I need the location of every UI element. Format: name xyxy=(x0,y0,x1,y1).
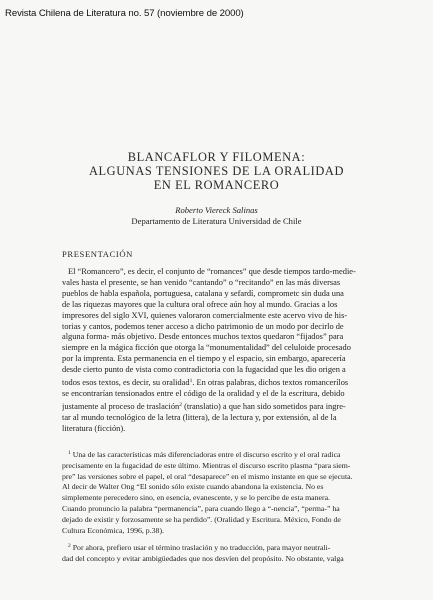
footnote-text: Una de las características más diferenciadoras entre el discurso escrito y el oral radica xyxy=(72,450,341,459)
footnotes xyxy=(62,448,424,565)
body-line: alguna forma- más objetivo. Desde entonces muchos textos quedaron “fijados” para xyxy=(62,332,344,342)
footnote-1-line: simplemente perecedero sino, en esencia, evanescente, y se lo percibe de esta manera. xyxy=(62,493,330,503)
body-line: vales hasta el presente, se han venido “cantando” o “recitando” en las más diversas xyxy=(62,277,341,287)
title-line-2: ALGUNAS TENSIONES DE LA ORALIDAD xyxy=(88,164,345,178)
body-line-text: (translatio) a que han sido sometidos para ingre- xyxy=(181,401,346,411)
body-line-text: . En otras palabras, dichos textos romancerílos xyxy=(192,378,349,388)
footnote-1-line: Cuando pronuncio la palabra “permanencia”, para cuando llego a “-nencia”, “perma-” ha xyxy=(62,503,340,513)
section-heading: PRESENTACIÓN xyxy=(62,249,133,259)
body-line: tar al mundo tecnológico de la letra (littera), de la lectura y, por extensión, al de la xyxy=(62,412,337,422)
body-line: pueblos de habla española, portuguesa, catalana y sefardí, comprometc sin duda una xyxy=(62,288,344,298)
footnote-2-line xyxy=(62,541,424,554)
footnote-2-line: dad del concepto y evitar ambigüedades que nos desvíen del propósito. No obstante, valga xyxy=(62,554,344,564)
body-line: por la imprenta. Esta permanencia en el tiempo y el espacio, sin embargo, aparecería xyxy=(62,354,346,364)
author-affiliation: Departamento de Literatura Universidad de Chile xyxy=(131,216,302,226)
author-block xyxy=(0,205,433,227)
body-line: torias y cantos, podemos tener acceso a dicho patrimonio de un modo por decirlo de xyxy=(62,321,344,331)
body-line: desde cierto punto de vista como contradictoria con la fugacidad que les dio origen a xyxy=(62,365,346,375)
body-line-text: todos esos textos, es decir, su oralidad xyxy=(62,378,190,388)
body-line xyxy=(62,400,424,413)
body-text xyxy=(62,267,424,435)
footnote-1-line: Cultura Económica, 1996, p.38). xyxy=(62,525,164,535)
article-title xyxy=(0,150,433,192)
body-line-text: justamente al proceso de traslación xyxy=(62,401,180,411)
footnote-1-line xyxy=(62,448,424,461)
footnote-1-line: pre” las versiones sobre el papel, el oral “desaparece” en el mismo instante en que se ejecuta. xyxy=(62,471,353,481)
running-head: Revista Chilena de Literatura no. 57 (noviembre de 2000) xyxy=(5,8,244,19)
footnote-ref-1[interactable]: 1 xyxy=(189,378,193,385)
footnote-1-line: Al decir de Walter Ong “El sonido sólo existe cuando abandona la existencia. No es xyxy=(62,482,324,492)
body-line: siempre en la mágica ficción que otorga la “monumentalidad” del celuloide procesado xyxy=(62,343,351,353)
title-line-1: BLANCAFLOR Y FILOMENA: xyxy=(127,150,306,164)
body-line: impresores del siglo XVI, quienes valoraron comercialmente este acervo vivo de his- xyxy=(62,310,348,320)
body-line: de las riquezas mayores que la cultura oral ofrece aún hoy al mundo. Gracias a los xyxy=(62,299,338,309)
author-name: Roberto Viereck Salinas xyxy=(175,205,258,215)
footnote-1-line: dejado de existir y forzosamente se ha perdido”. (Oralidad y Escritura. México, Fondo de xyxy=(62,514,341,524)
body-line: se encontrarían tensionados entre el código de la oralidad y el de la escritura, debido xyxy=(62,388,345,398)
footnote-ref-2[interactable]: 2 xyxy=(179,401,182,408)
footnote-text: Por ahora, prefiero usar el término traslación y no traducción, para mayor neutrali- xyxy=(72,543,331,553)
title-line-3: EN EL ROMANCERO xyxy=(153,178,280,192)
footnote-1-line: precisamente en la fugacidad de este último. Mientras el discurso escrito plasma “para siem- xyxy=(62,460,351,470)
footnote-mark-2: 2 xyxy=(68,543,71,550)
body-line: literatura (ficción). xyxy=(62,423,126,433)
body-line: El “Romancero”, es decir, el conjunto de “romances” que desde tiempos tardo-medie- xyxy=(68,267,356,276)
footnote-mark-1: 1 xyxy=(68,450,71,456)
body-line xyxy=(62,376,424,389)
